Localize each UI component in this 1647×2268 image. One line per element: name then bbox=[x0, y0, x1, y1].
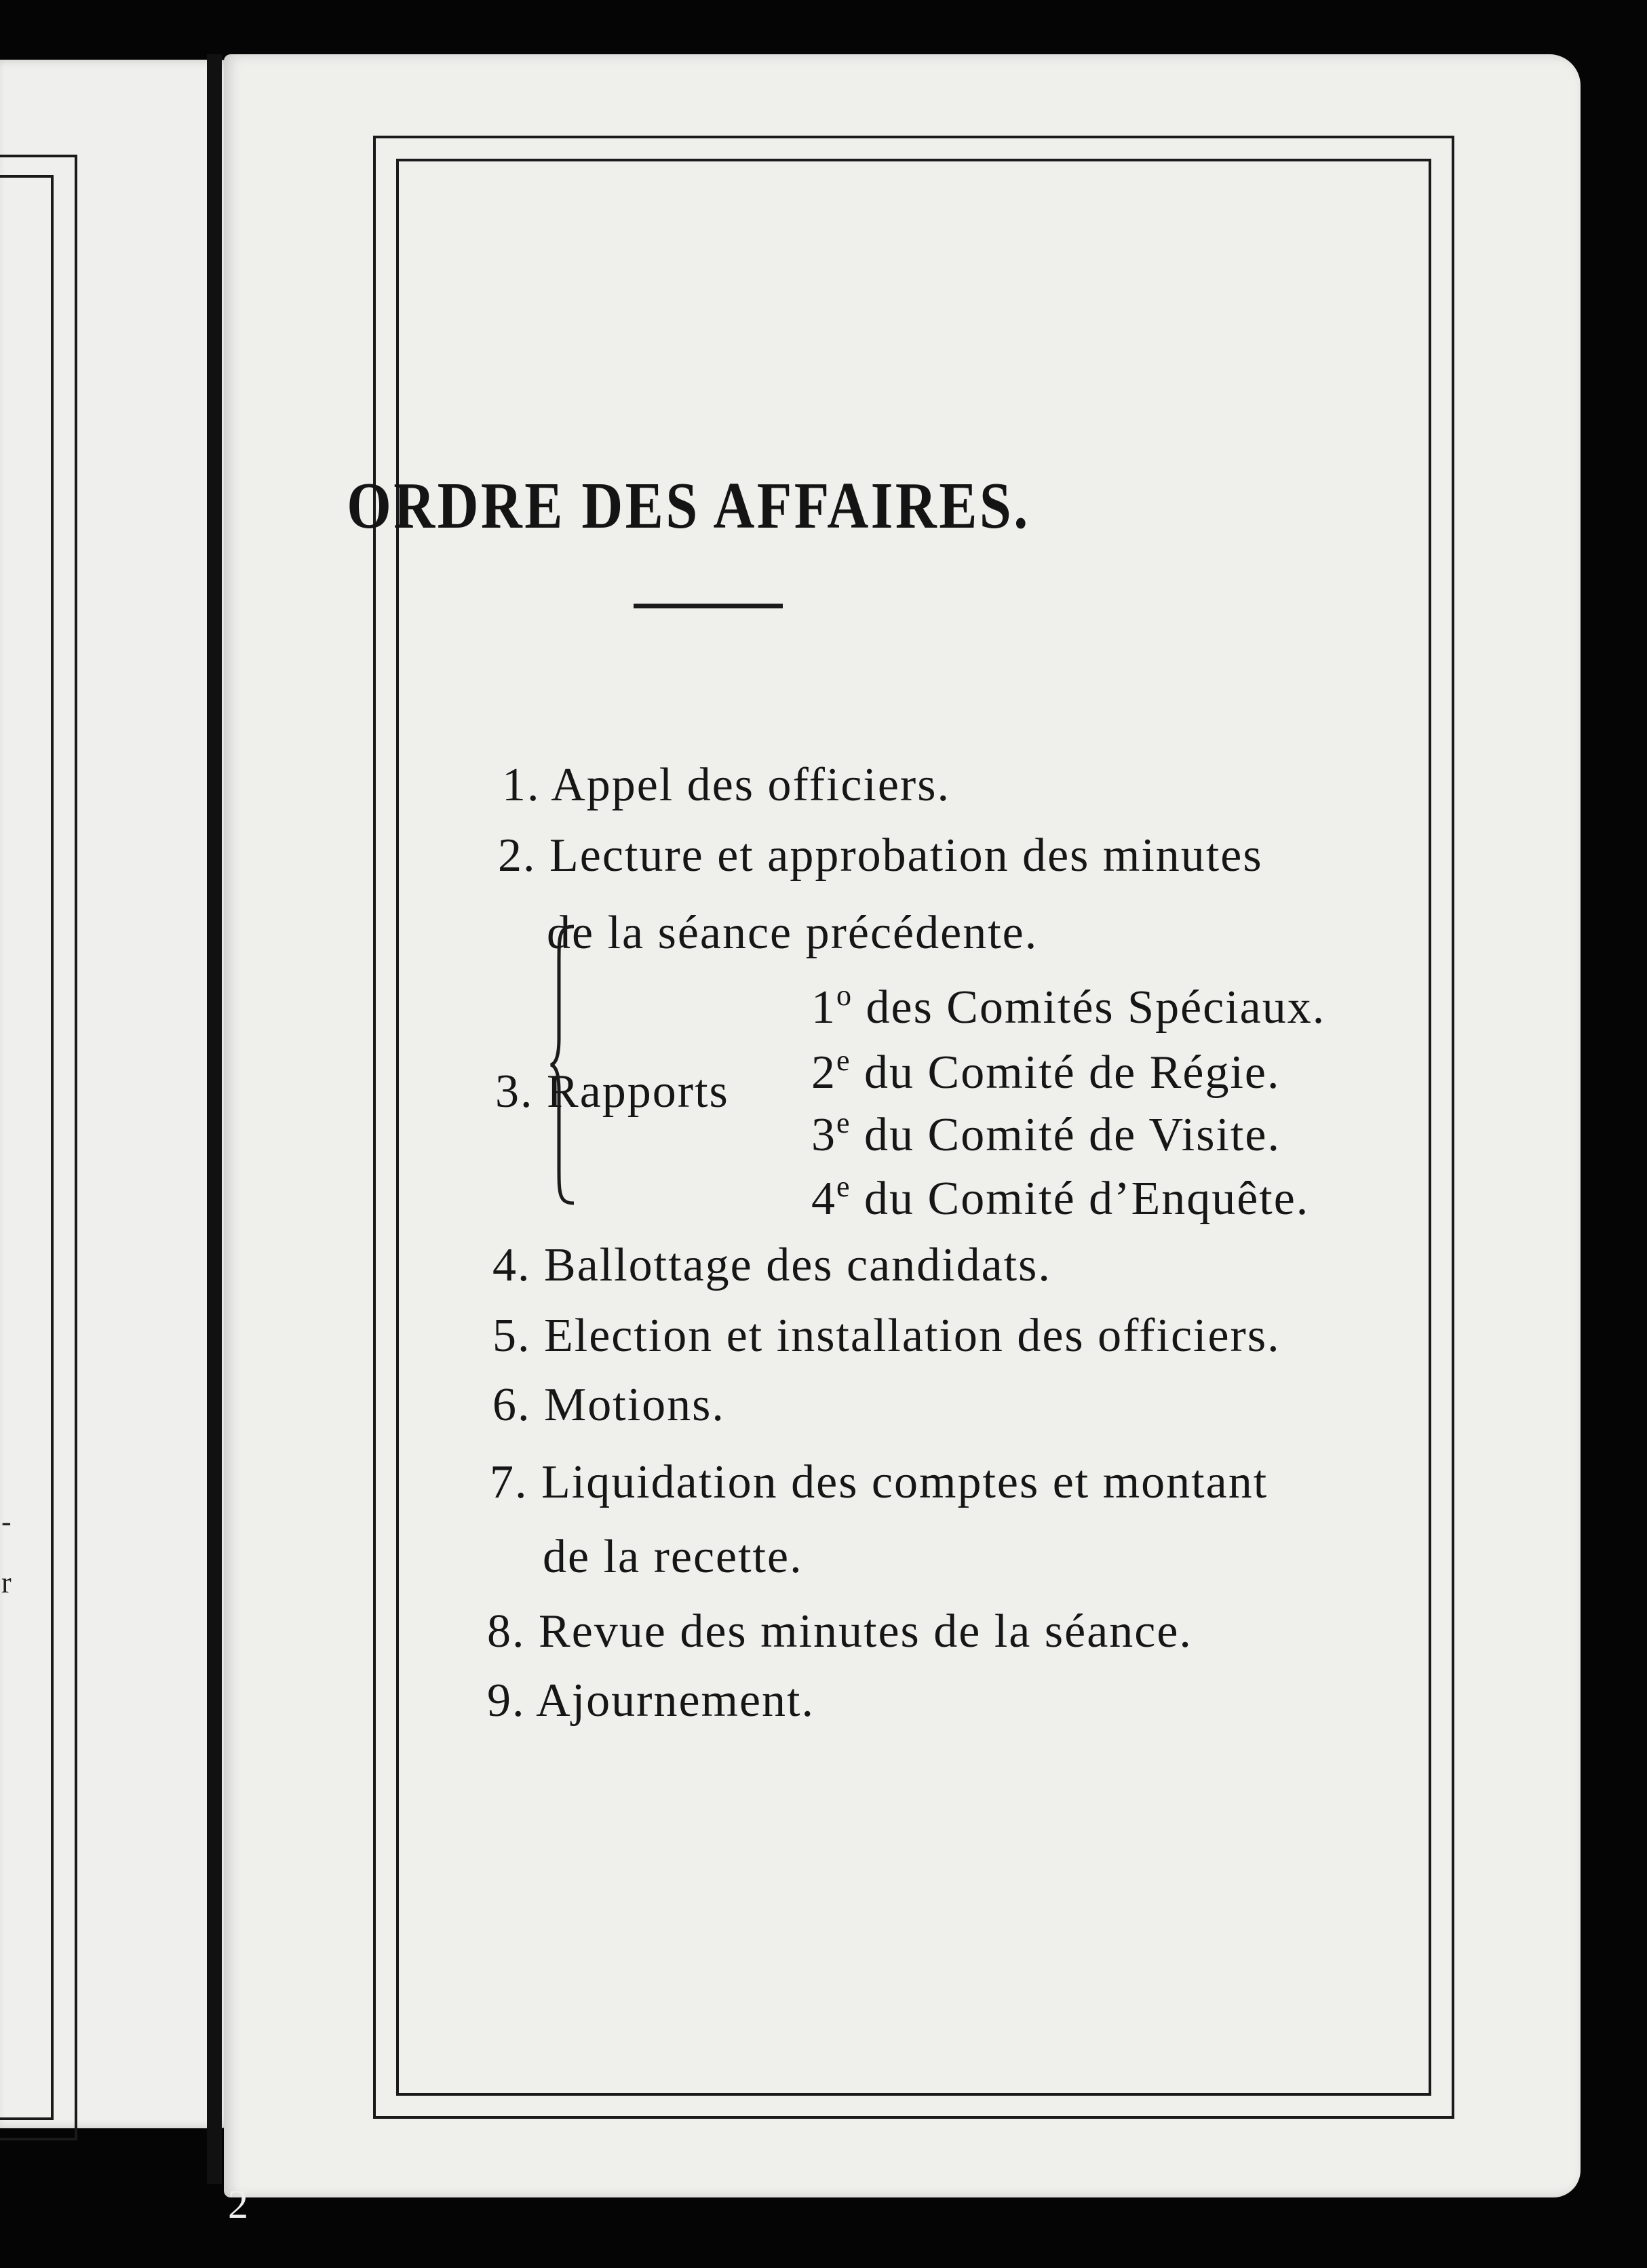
title-rule bbox=[634, 604, 783, 608]
agenda-item-8 bbox=[487, 1605, 1193, 1659]
ordinal: 4 bbox=[811, 1173, 836, 1225]
agenda-item-9 bbox=[487, 1674, 815, 1728]
item-text: Rapports bbox=[547, 1065, 729, 1118]
page-number-mark: 2 bbox=[228, 2182, 248, 2227]
brace-icon bbox=[549, 922, 577, 1207]
item-text: Liquidation des comptes et montant bbox=[541, 1456, 1268, 1508]
subitem-text: du Comité de Visite. bbox=[864, 1109, 1281, 1161]
agenda-item-7-continuation: de la recette. bbox=[543, 1531, 803, 1583]
left-page-inner-frame bbox=[0, 175, 54, 2120]
subitem-text: du Comité de Régie. bbox=[864, 1047, 1281, 1099]
item-text: Motions. bbox=[544, 1379, 725, 1431]
agenda-item-4 bbox=[492, 1238, 1051, 1293]
ordinal-suffix: e bbox=[836, 1106, 851, 1139]
facing-left-page bbox=[0, 60, 231, 2128]
item-number: 1. bbox=[502, 759, 541, 811]
book-spine bbox=[207, 54, 222, 2184]
agenda-item-5 bbox=[492, 1309, 1281, 1363]
item-number: 3. bbox=[495, 1065, 534, 1118]
item-number: 5. bbox=[492, 1310, 531, 1362]
ordinal: 2 bbox=[811, 1047, 836, 1099]
item-text: Revue des minutes de la séance. bbox=[539, 1605, 1193, 1658]
item-number: 2. bbox=[498, 829, 537, 882]
report-subitem-4 bbox=[811, 1169, 1309, 1226]
item-text: Ajournement. bbox=[536, 1675, 815, 1727]
report-subitem-1 bbox=[811, 978, 1325, 1035]
ordinal-suffix: e bbox=[836, 1044, 851, 1077]
ordinal-suffix: e bbox=[836, 1170, 851, 1203]
agenda-item-3 bbox=[495, 1065, 729, 1119]
item-number: 9. bbox=[487, 1675, 526, 1727]
left-page-text-fragment: - bbox=[1, 1505, 12, 1538]
item-text: Ballottage des candidats. bbox=[544, 1239, 1051, 1291]
agenda-item-2-continuation: de la séance précédente. bbox=[547, 907, 1039, 959]
item-number: 4. bbox=[492, 1239, 531, 1291]
report-subitem-2 bbox=[811, 1043, 1280, 1100]
item-text: Lecture et approbation des minutes bbox=[549, 829, 1263, 882]
agenda-item-2 bbox=[498, 829, 1263, 883]
agenda-item-7 bbox=[490, 1455, 1268, 1510]
ordinal: 3 bbox=[811, 1109, 836, 1161]
page-title: ORDRE DES AFFAIRES. bbox=[347, 469, 1030, 543]
item-text: Election et installation des officiers. bbox=[544, 1310, 1281, 1362]
report-subitem-3 bbox=[811, 1106, 1281, 1162]
subitem-text: des Comités Spéciaux. bbox=[866, 981, 1326, 1034]
subitem-text: du Comité d’Enquête. bbox=[864, 1173, 1310, 1225]
left-page-text-fragment: r bbox=[1, 1566, 12, 1599]
item-number: 7. bbox=[490, 1456, 528, 1508]
ordinal-suffix: o bbox=[836, 979, 853, 1012]
item-text: Appel des officiers. bbox=[551, 759, 950, 811]
item-number: 6. bbox=[492, 1379, 531, 1431]
agenda-item-6 bbox=[492, 1378, 725, 1432]
ordinal: 1 bbox=[811, 981, 836, 1034]
agenda-item-1 bbox=[502, 758, 950, 813]
item-number: 8. bbox=[487, 1605, 526, 1658]
